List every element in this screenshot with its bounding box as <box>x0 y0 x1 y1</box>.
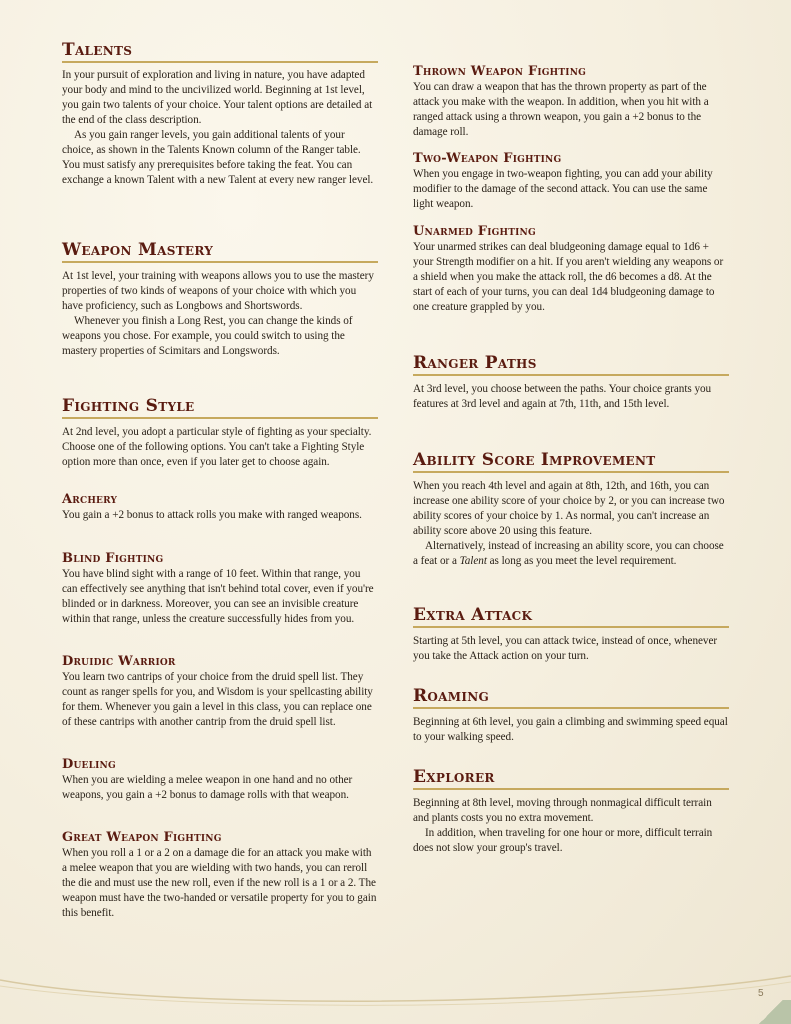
extra-attack-paragraph: Starting at 5th level, you can attack twice, instead of once, whenever you take the Attack action on your turn. <box>413 635 718 662</box>
section-druidic-warrior <box>62 654 378 730</box>
druidic-warrior-paragraph: You learn two cantrips of your choice from the druid spell list. They count as ranger spells for you, and Wisdom is your spellcasting ability for them. Whenever you gain a level in this class, you can replace one of these cantrips with another cantrip from the druid spell list. <box>62 671 373 728</box>
archery-paragraph: You gain a +2 bonus to attack rolls you make with ranged weapons. <box>62 509 362 521</box>
talents-paragraph-1: In your pursuit of exploration and living in nature, you have adapted your body and mind to the uncivilized world. Beginning at 1st level, you gain two talents of your choice. Your talent options are detailed at the end of the class description. <box>62 69 373 126</box>
section-archery <box>62 492 378 523</box>
section-thrown-weapon-fighting <box>413 64 729 140</box>
weapon-mastery-paragraph-2: Whenever you finish a Long Rest, you can change the kinds of weapons you chose. For example, you could switch to using the mastery properties of Scimitars and Longswords. <box>62 315 353 357</box>
heading-druidic-warrior: Druidic Warrior <box>62 654 176 669</box>
roaming-paragraph: Beginning at 6th level, you gain a climbing and swimming speed equal to your walking speed. <box>413 716 728 743</box>
heading-thrown-weapon-fighting: Thrown Weapon Fighting <box>413 64 587 79</box>
asi-paragraph-2-start: Alternatively, instead of increasing an ability score, you can choose a feat or a <box>413 540 724 567</box>
section-unarmed-fighting <box>413 224 729 315</box>
heading-talents: Talents <box>62 40 378 63</box>
page-number: 5 <box>758 988 764 999</box>
thrown-weapon-fighting-paragraph: You can draw a weapon that has the thrown property as part of the attack you make with the weapon. In addition, when you hit with a ranged attack using a thrown weapon, you gain a +2 bonus to the damage roll. <box>413 81 709 138</box>
explorer-paragraph-1: Beginning at 8th level, moving through nonmagical difficult terrain and plants costs you no extra movement. <box>413 797 712 824</box>
fighting-style-paragraph-1: At 2nd level, you adopt a particular style of fighting as your specialty. Choose one of the following options. You can't take a Fighting Style option more than once, even if you later get to choose again. <box>62 426 372 468</box>
blind-fighting-paragraph: You have blind sight with a range of 10 feet. Within that range, you can effectively see anything that isn't behind total cover, even if you're blinded or in darkness. Moreover, you can see an invisible creature within that range, unless the creature successfully hides from you. <box>62 568 374 625</box>
section-talents <box>62 40 378 188</box>
asi-paragraph-1: When you reach 4th level and again at 8th, 12th, and 16th, you can increase one ability score of your choice by 2, or you can increase two ability scores of your choice by 1. As normal, you can't increase an ability score above 20 using this feature. <box>413 480 725 537</box>
heading-dueling: Dueling <box>62 757 116 772</box>
section-dueling <box>62 757 378 803</box>
heading-weapon-mastery: Weapon Mastery <box>62 240 378 263</box>
heading-roaming: Roaming <box>413 686 729 709</box>
footer-ornament <box>0 972 791 1012</box>
section-roaming <box>413 686 729 745</box>
asi-talent-emphasis: Talent <box>459 555 487 567</box>
heading-two-weapon-fighting: Two-Weapon Fighting <box>413 151 562 166</box>
heading-ability-score-improvement: Ability Score Improvement <box>413 450 729 473</box>
heading-blind-fighting: Blind Fighting <box>62 551 164 566</box>
heading-ranger-paths: Ranger Paths <box>413 353 729 376</box>
weapon-mastery-paragraph-1: At 1st level, your training with weapons allows you to use the mastery properties of two kinds of weapons of your choice with which you have proficiency, such as Longbows and Shortswords. <box>62 270 374 312</box>
section-ranger-paths <box>413 353 729 412</box>
section-two-weapon-fighting <box>413 151 729 212</box>
section-weapon-mastery <box>62 240 378 359</box>
heading-great-weapon-fighting: Great Weapon Fighting <box>62 830 222 845</box>
page-corner-decoration <box>751 1000 791 1024</box>
talents-paragraph-2: As you gain ranger levels, you gain additional talents of your choice, as shown in the Talents Known column of the Ranger table. You must satisfy any prerequisites before taking the feat. You can exchange a known Talent with a new Talent at every new ranger level. <box>62 129 374 186</box>
heading-archery: Archery <box>62 492 118 507</box>
asi-paragraph-2 <box>413 539 729 569</box>
section-ability-score-improvement <box>413 450 729 569</box>
great-weapon-fighting-paragraph: When you roll a 1 or a 2 on a damage die for an attack you make with a melee weapon that you are wielding with two hands, you can reroll the die and must use the new roll, even if the new roll is a 1 or a 2. The weapon must have the two-handed or versatile property for you to gain this benefit. <box>62 847 377 919</box>
heading-explorer: Explorer <box>413 767 729 790</box>
section-blind-fighting <box>62 551 378 627</box>
two-weapon-fighting-paragraph: When you engage in two-weapon fighting, you can add your ability modifier to the damage of the second attack. You can use the same light weapon. <box>413 168 713 210</box>
unarmed-fighting-paragraph: Your unarmed strikes can deal bludgeoning damage equal to 1d6 + your Strength modifier on a hit. If you aren't wielding any weapons or a shield when you make the attack roll, the d6 becomes a d8. At the start of each of your turns, you can deal 1d4 bludgeoning damage to one creature grappled by you. <box>413 241 724 313</box>
ranger-paths-paragraph: At 3rd level, you choose between the paths. Your choice grants you features at 3rd level and again at 7th, 11th, and 15th level. <box>413 383 712 410</box>
section-great-weapon-fighting <box>62 830 378 921</box>
heading-unarmed-fighting: Unarmed Fighting <box>413 224 536 239</box>
heading-extra-attack: Extra Attack <box>413 605 729 628</box>
section-fighting-style <box>62 396 378 470</box>
section-extra-attack <box>413 605 729 664</box>
asi-paragraph-2-end: as long as you meet the level requirement. <box>486 555 677 567</box>
explorer-paragraph-2: In addition, when traveling for one hour or more, difficult terrain does not slow your group's travel. <box>413 827 713 854</box>
section-explorer <box>413 767 729 856</box>
heading-fighting-style: Fighting Style <box>62 396 378 419</box>
dueling-paragraph: When you are wielding a melee weapon in one hand and no other weapons, you gain a +2 bonus to damage rolls with that weapon. <box>62 774 353 801</box>
